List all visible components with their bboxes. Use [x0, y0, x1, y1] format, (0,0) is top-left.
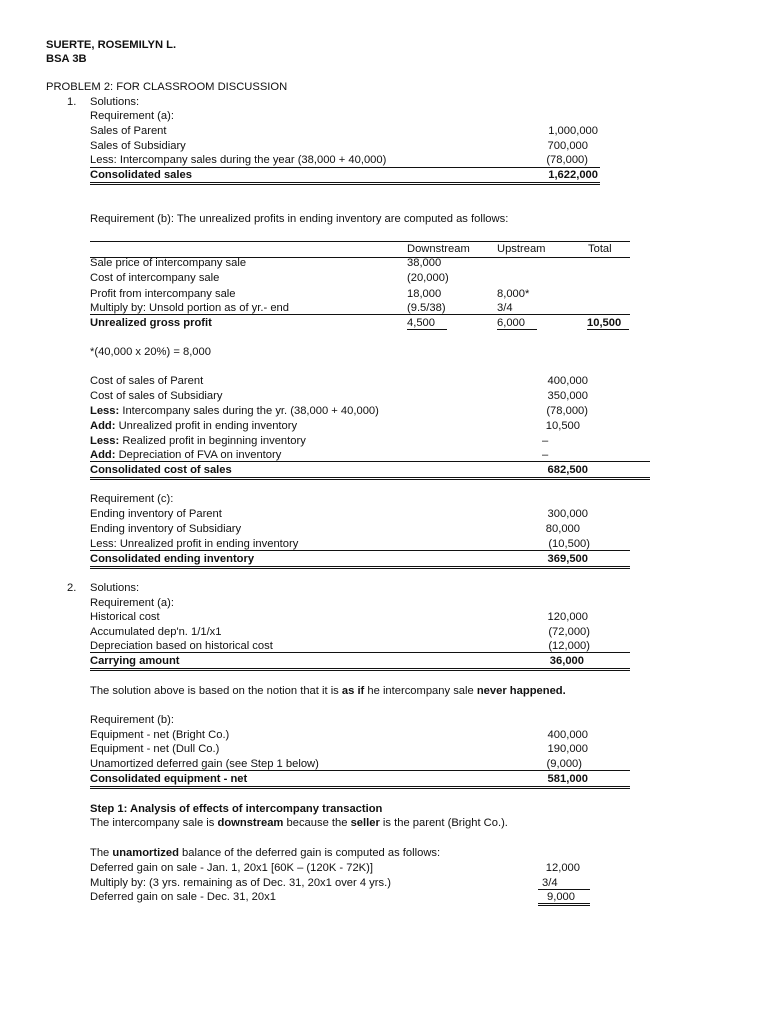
step1-text: balance of the deferred gain is computed as follows: — [178, 847, 441, 859]
student-section: BSA 3B — [46, 53, 87, 65]
as-if-note — [90, 684, 566, 698]
step1-text: The intercompany sale is — [90, 817, 218, 829]
part2-solutions-label: Solutions: — [90, 582, 140, 594]
row-prefix: Add: — [90, 420, 116, 432]
row-label: Multiply by: (3 yrs. remaining as of Dec. 31, 20x1 over 4 yrs.) — [90, 877, 391, 889]
part2-req-b-label: Requirement (b): — [90, 714, 174, 726]
consolidated-cost-label: Consolidated cost of sales — [90, 464, 232, 476]
row-label: Ending inventory of Subsidiary — [90, 523, 242, 535]
table-row-label: Cost of intercompany sale — [90, 272, 220, 284]
row-label — [90, 434, 306, 448]
rule — [90, 788, 630, 789]
note-text: The solution above is based on the notion that it is — [90, 685, 342, 697]
row-label: Cost of sales of Subsidiary — [90, 390, 223, 402]
row-label: Deferred gain on sale - Jan. 1, 20x1 [60K – (120K - 72K)] — [90, 862, 373, 874]
step1-text: is the parent (Bright Co.). — [379, 817, 508, 829]
student-name: SUERTE, ROSEMILYN L. — [46, 39, 177, 51]
note-text: he intercompany sale — [364, 685, 477, 697]
table-cell: 3/4 — [497, 302, 513, 314]
consolidated-sales-amount: 1,622,000 — [548, 169, 598, 181]
part1-solutions-label: Solutions: — [90, 96, 140, 108]
step1-downstream-line — [90, 816, 508, 830]
rule — [90, 314, 630, 315]
row-amount: (10,500) — [548, 538, 590, 550]
rule — [90, 550, 630, 551]
footnote: *(40,000 x 20%) = 8,000 — [90, 346, 211, 358]
rule — [587, 329, 629, 330]
row-label: Historical cost — [90, 611, 160, 623]
row-amount: 400,000 — [547, 729, 588, 741]
row-amount: (78,000) — [546, 154, 588, 166]
row-amount: 1,000,000 — [548, 125, 598, 137]
row-text: Unrealized profit in ending inventory — [115, 420, 298, 432]
step1-emphasis: seller — [350, 817, 380, 829]
rule — [407, 329, 447, 330]
part1-req-a-label: Requirement (a): — [90, 110, 174, 122]
row-label: Deferred gain on sale - Dec. 31, 20x1 — [90, 891, 276, 903]
row-amount: 3/4 — [542, 877, 558, 889]
row-label — [90, 404, 379, 418]
row-label: Accumulated dep'n. 1/1/x1 — [90, 626, 222, 638]
row-prefix: Less: — [90, 435, 120, 447]
table-cell-total: 10,500 — [587, 317, 622, 329]
step1-title: Step 1: Analysis of effects of intercompany transaction — [90, 803, 383, 815]
row-amount: 400,000 — [547, 375, 588, 387]
row-amount: (9,000) — [546, 758, 582, 770]
part1-number: 1. — [67, 96, 77, 108]
row-text: Realized profit in beginning inventory — [119, 435, 306, 447]
row-prefix: Add: — [90, 449, 116, 461]
row-amount: (72,000) — [548, 626, 590, 638]
table-row-label: Profit from intercompany sale — [90, 288, 236, 300]
step1-unamortized-line — [90, 846, 440, 860]
row-label: Unamortized deferred gain (see Step 1 below) — [90, 758, 319, 770]
rule — [538, 905, 590, 906]
rule — [90, 182, 600, 183]
step1-text: The — [90, 847, 113, 859]
row-amount: – — [542, 449, 549, 461]
step1-emphasis: unamortized — [112, 847, 179, 859]
row-label: Sales of Parent — [90, 125, 167, 137]
unrealized-gp-label: Unrealized gross profit — [90, 317, 212, 329]
rule — [497, 329, 537, 330]
table-cell: 4,500 — [407, 317, 435, 329]
step1-text: because the — [283, 817, 351, 829]
table-cell: (20,000) — [407, 272, 449, 284]
row-label: Cost of sales of Parent — [90, 375, 204, 387]
table-row-label: Sale price of intercompany sale — [90, 257, 247, 269]
rule — [90, 461, 650, 462]
row-text: Depreciation of FVA on inventory — [115, 449, 282, 461]
part1-req-c-label: Requirement (c): — [90, 493, 174, 505]
part2-number: 2. — [67, 582, 77, 594]
row-amount: (78,000) — [546, 405, 588, 417]
consolidated-equipment-amount: 581,000 — [547, 773, 588, 785]
rule — [90, 568, 630, 569]
note-emphasis: as if — [341, 685, 365, 697]
rule — [90, 479, 650, 480]
row-label: Less: Unrealized profit in ending inventory — [90, 538, 299, 550]
row-amount: 120,000 — [547, 611, 588, 623]
rule — [90, 566, 630, 567]
consolidated-inventory-amount: 369,500 — [547, 553, 588, 565]
row-prefix: Less: — [90, 405, 120, 417]
note-text: . — [562, 685, 566, 697]
rule — [90, 670, 630, 671]
rule — [90, 652, 630, 653]
consolidated-equipment-label: Consolidated equipment - net — [90, 773, 248, 785]
consolidated-inventory-label: Consolidated ending inventory — [90, 553, 255, 565]
col-header-total: Total — [588, 243, 612, 255]
row-amount: 9,000 — [547, 891, 575, 903]
row-label: Depreciation based on historical cost — [90, 640, 273, 652]
row-amount: 700,000 — [547, 140, 588, 152]
row-amount: 10,500 — [545, 420, 580, 432]
consolidated-cost-amount: 682,500 — [547, 464, 588, 476]
col-header-upstream: Upstream — [497, 243, 546, 255]
table-cell: (9.5/38) — [407, 302, 446, 314]
row-amount: 80,000 — [545, 523, 580, 535]
rule — [90, 786, 630, 787]
rule — [90, 770, 630, 771]
row-text: Intercompany sales during the yr. (38,000 + 40,000) — [119, 405, 379, 417]
col-header-downstream: Downstream — [407, 243, 470, 255]
row-amount: 190,000 — [547, 743, 588, 755]
row-label: Sales of Subsidiary — [90, 140, 186, 152]
row-label: Equipment - net (Bright Co.) — [90, 729, 230, 741]
carrying-amount-label: Carrying amount — [90, 655, 180, 667]
row-label: Less: Intercompany sales during the year (38,000 + 40,000) — [90, 154, 387, 166]
row-label — [90, 448, 281, 462]
step1-emphasis: downstream — [217, 817, 284, 829]
table-cell: 18,000 — [407, 288, 442, 300]
rule — [90, 668, 630, 669]
table-cell: 8,000* — [497, 288, 530, 300]
row-label: Equipment - net (Dull Co.) — [90, 743, 220, 755]
consolidated-sales-label: Consolidated sales — [90, 169, 192, 181]
row-label — [90, 419, 297, 433]
row-label: Ending inventory of Parent — [90, 508, 222, 520]
note-emphasis: never happened — [476, 685, 563, 697]
part2-req-a-label: Requirement (a): — [90, 597, 174, 609]
problem-title: PROBLEM 2: FOR CLASSROOM DISCUSSION — [46, 81, 288, 93]
row-amount: – — [542, 435, 549, 447]
carrying-amount-value: 36,000 — [549, 655, 584, 667]
row-amount: (12,000) — [548, 640, 590, 652]
row-amount: 350,000 — [547, 390, 588, 402]
rule — [90, 241, 630, 242]
table-cell: 38,000 — [407, 257, 442, 269]
rule — [90, 184, 600, 185]
rule — [538, 903, 590, 904]
table-row-label: Multiply by: Unsold portion as of yr.- end — [90, 302, 289, 314]
row-amount: 300,000 — [547, 508, 588, 520]
part1-req-b-intro: Requirement (b): The unrealized profits in ending inventory are computed as follows: — [90, 213, 509, 225]
table-cell: 6,000 — [497, 317, 525, 329]
row-amount: 12,000 — [545, 862, 580, 874]
rule — [90, 477, 650, 478]
